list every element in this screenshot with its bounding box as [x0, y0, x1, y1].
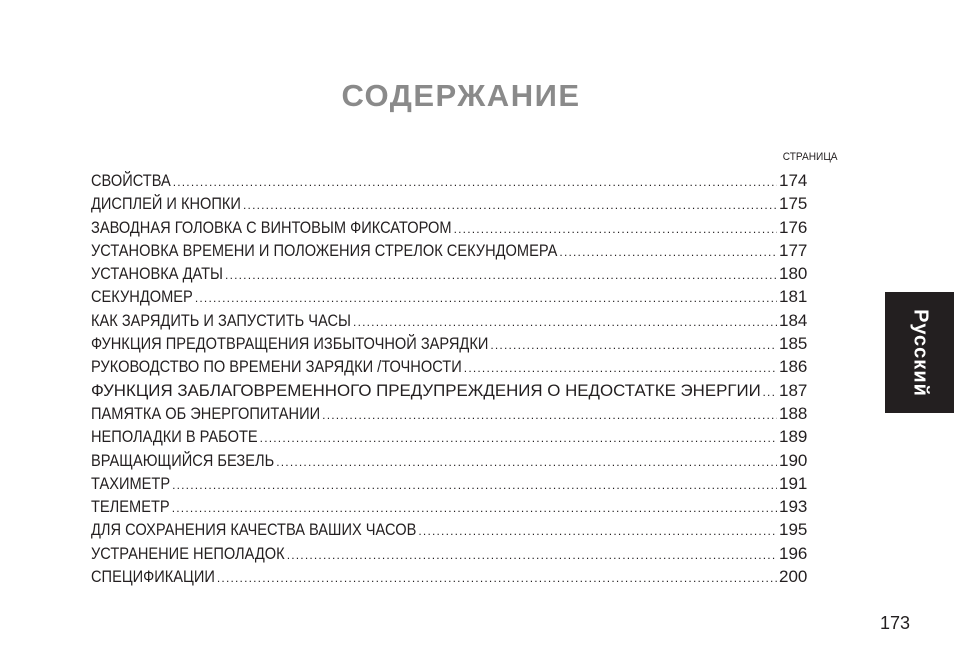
- page-title: СОДЕРЖАНИЕ: [341, 78, 581, 113]
- toc-dot-leader: [322, 404, 777, 427]
- toc-entry[interactable]: [91, 262, 807, 285]
- toc-entry[interactable]: [91, 239, 807, 262]
- toc-dot-leader: [464, 357, 777, 380]
- table-of-contents: [91, 169, 807, 588]
- toc-dot-leader: [195, 287, 777, 310]
- toc-dot-leader: [172, 497, 777, 520]
- toc-entry-page: 175: [779, 194, 808, 214]
- toc-entry-title: ТАХИМЕТР: [91, 473, 171, 493]
- toc-entry-page: 189: [779, 427, 808, 447]
- toc-entry-page: 186: [779, 357, 808, 377]
- page-number: 173: [880, 613, 911, 633]
- toc-entry[interactable]: [91, 379, 807, 402]
- toc-entry[interactable]: [91, 402, 807, 425]
- toc-entry-page: 176: [779, 217, 808, 237]
- toc-entry-title: РУКОВОДСТВО ПО ВРЕМЕНИ ЗАРЯДКИ /ТОЧНОСТИ: [91, 357, 462, 377]
- toc-entry-page: 200: [779, 567, 808, 587]
- toc-entry-title: СЕКУНДОМЕР: [91, 287, 193, 307]
- language-tab: [885, 292, 954, 413]
- toc-dot-leader: [559, 241, 777, 264]
- page-column-label: СТРАНИЦА: [783, 151, 838, 163]
- toc-entry-page: 195: [779, 520, 808, 540]
- toc-entry-title: ФУНКЦИЯ ПРЕДОТВРАЩЕНИЯ ИЗБЫТОЧНОЙ ЗАРЯДКИ: [91, 334, 489, 354]
- toc-entry[interactable]: [91, 565, 807, 588]
- toc-dot-leader: [260, 427, 777, 450]
- toc-dot-leader: [763, 381, 777, 404]
- toc-entry-page: 191: [779, 473, 808, 493]
- toc-entry[interactable]: [91, 309, 807, 332]
- toc-entry[interactable]: [91, 192, 807, 215]
- toc-dot-leader: [243, 194, 777, 217]
- toc-entry[interactable]: [91, 495, 807, 518]
- toc-entry-title: НЕПОЛАДКИ В РАБОТЕ: [91, 427, 258, 447]
- toc-entry-page: 193: [779, 497, 808, 517]
- toc-dot-leader: [225, 264, 777, 287]
- toc-entry[interactable]: [91, 355, 807, 378]
- toc-entry-title: ЗАВОДНАЯ ГОЛОВКА С ВИНТОВЫМ ФИКСАТОРОМ: [91, 217, 452, 237]
- toc-entry[interactable]: [91, 449, 807, 472]
- toc-entry[interactable]: [91, 332, 807, 355]
- toc-entry-page: 196: [779, 543, 808, 563]
- toc-entry-page: 190: [779, 450, 808, 470]
- toc-entry[interactable]: [91, 285, 807, 308]
- toc-entry-page: 174: [779, 171, 808, 190]
- toc-dot-leader: [172, 474, 777, 497]
- toc-entry-page: 180: [779, 264, 808, 284]
- toc-entry-page: 187: [779, 380, 808, 400]
- toc-entry-page: 185: [779, 334, 808, 354]
- toc-dot-leader: [454, 218, 777, 241]
- toc-entry-title: ВРАЩАЮЩИЙСЯ БЕЗЕЛЬ: [91, 450, 275, 470]
- toc-entry[interactable]: [91, 472, 807, 495]
- toc-entry-title: ФУНКЦИЯ ЗАБЛАГОВРЕМЕННОГО ПРЕДУПРЕЖДЕНИЯ О НЕДОСТАТКЕ ЭНЕРГИИ: [91, 380, 761, 400]
- toc-entry-title: УСТАНОВКА ВРЕМЕНИ И ПОЛОЖЕНИЯ СТРЕЛОК СЕКУНДОМЕРА: [91, 240, 558, 260]
- toc-entry-title: СПЕЦИФИКАЦИИ: [91, 567, 215, 587]
- toc-dot-leader: [490, 334, 777, 357]
- toc-dot-leader: [217, 567, 777, 590]
- toc-entry-title: КАК ЗАРЯДИТЬ И ЗАПУСТИТЬ ЧАСЫ: [91, 310, 351, 330]
- toc-entry-page: 181: [779, 287, 808, 307]
- toc-dot-leader: [353, 311, 777, 334]
- toc-entry[interactable]: [91, 425, 807, 448]
- toc-entry[interactable]: [91, 518, 807, 541]
- toc-entry-page: 188: [779, 403, 808, 423]
- toc-dot-leader: [276, 451, 777, 474]
- toc-dot-leader: [173, 171, 777, 194]
- toc-entry-title: УСТРАНЕНИЕ НЕПОЛАДОК: [91, 543, 285, 563]
- toc-entry[interactable]: [91, 542, 807, 565]
- toc-entry-page: 177: [779, 240, 808, 260]
- toc-dot-leader: [418, 520, 777, 543]
- toc-dot-leader: [287, 544, 777, 567]
- toc-entry-title: ДИСПЛЕЙ И КНОПКИ: [91, 194, 241, 214]
- toc-entry[interactable]: [91, 169, 807, 192]
- toc-entry-title: ДЛЯ СОХРАНЕНИЯ КАЧЕСТВА ВАШИХ ЧАСОВ: [91, 520, 417, 540]
- toc-entry[interactable]: [91, 216, 807, 239]
- toc-entry-title: УСТАНОВКА ДАТЫ: [91, 264, 223, 284]
- toc-entry-title: СВОЙСТВА: [91, 171, 171, 190]
- toc-entry-title: ПАМЯТКА ОБ ЭНЕРГОПИТАНИИ: [91, 403, 321, 423]
- language-tab-label: Русский: [909, 308, 931, 397]
- toc-entry-page: 184: [779, 310, 808, 330]
- toc-entry-title: ТЕЛЕМЕТР: [91, 497, 170, 517]
